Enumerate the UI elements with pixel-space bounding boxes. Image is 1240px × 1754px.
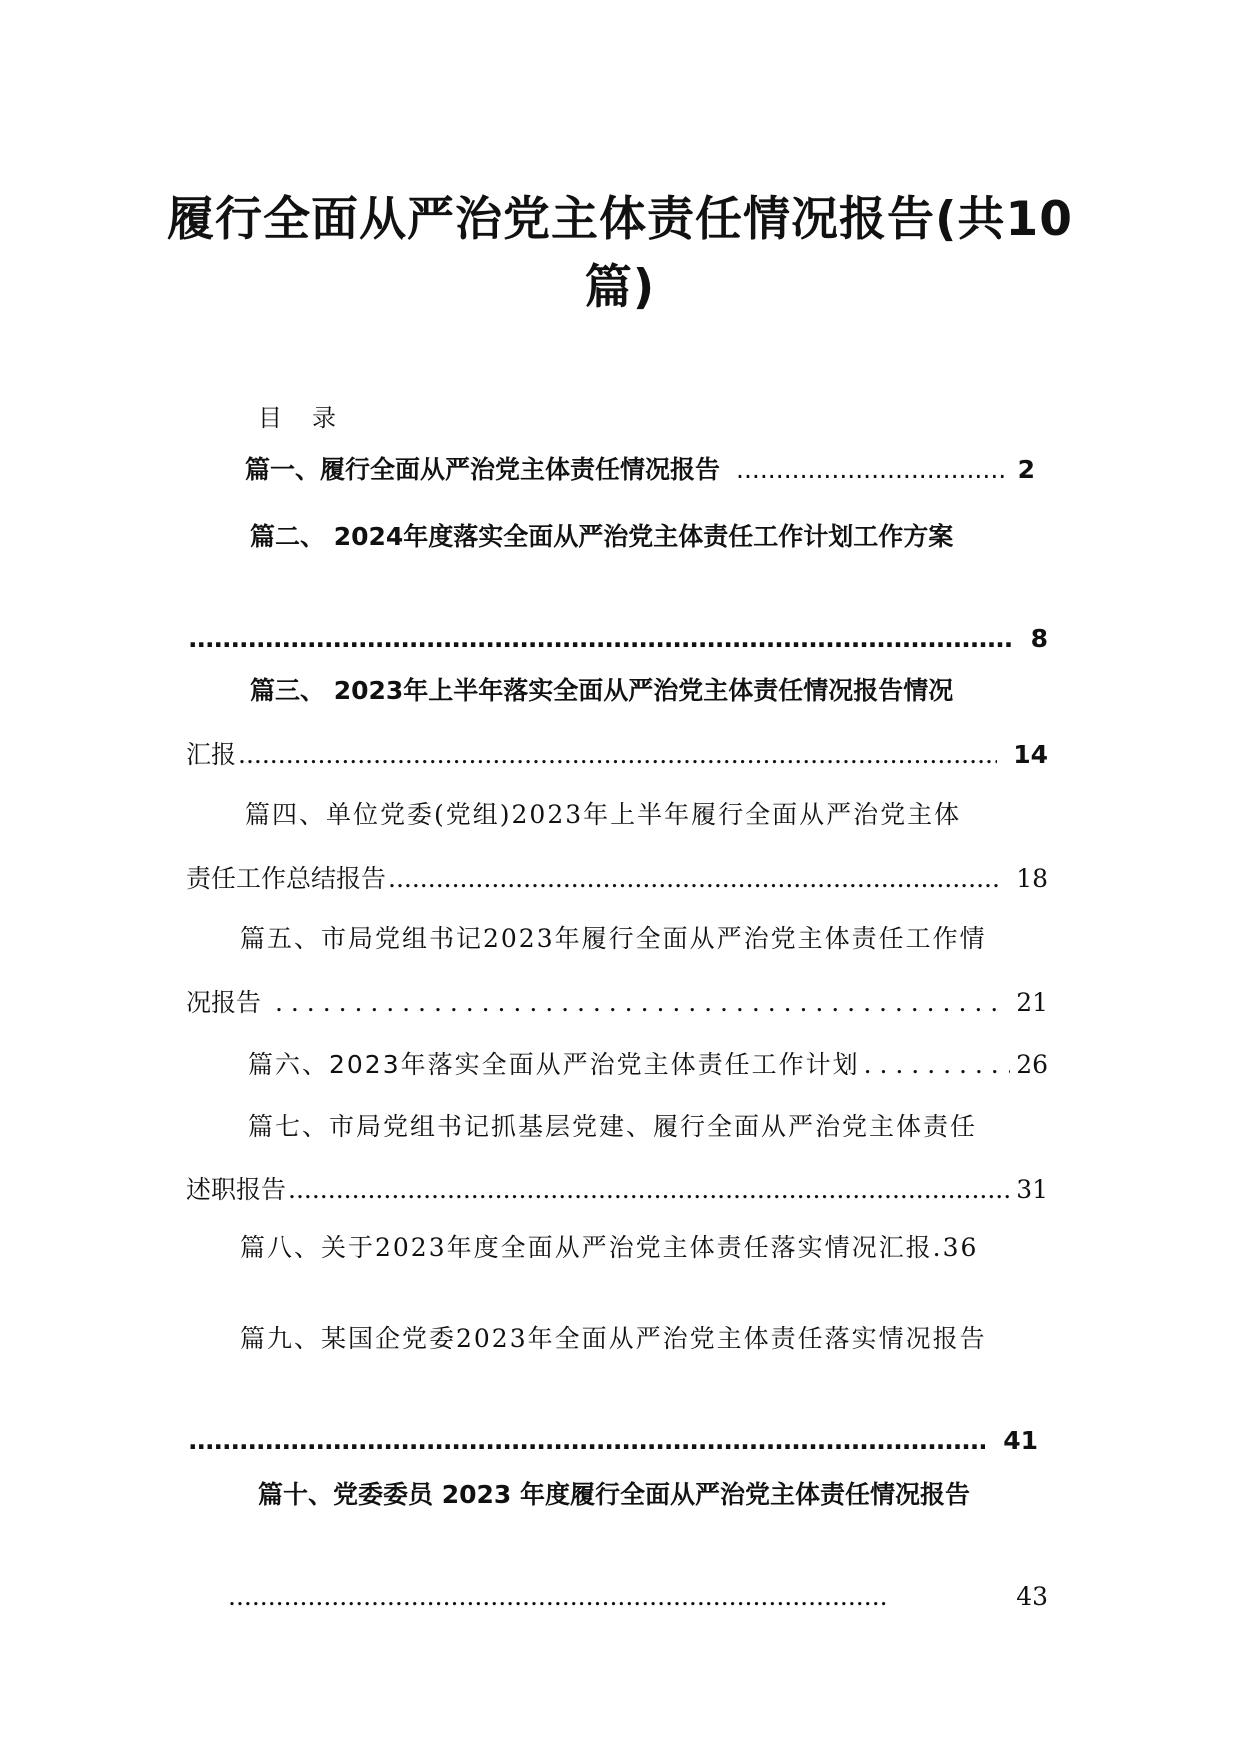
toc-entry-10-leader	[226, 1580, 1048, 1614]
toc-entry-3-title[interactable]: 篇三、 2023年上半年落实全面从严治党主体责任情况报告情况	[250, 676, 954, 705]
toc-entry-page: 26	[1016, 1050, 1048, 1079]
toc-entry-7-title[interactable]: 篇七、市局党组书记抓基层党建、履行全面从严治党主体责任	[248, 1112, 978, 1141]
toc-entry-9-leader	[186, 1424, 1038, 1458]
toc-leader-dots	[228, 1580, 888, 1614]
toc-entry-title-cont: 述职报告	[186, 1175, 287, 1204]
toc-entry-6[interactable]	[248, 1048, 1048, 1082]
toc-entry-7-line2	[186, 1173, 1048, 1207]
toc-entry-4-line2	[186, 862, 1048, 896]
toc-entry-page: 41	[1003, 1426, 1038, 1455]
toc-entry-title: 篇一、履行全面从严治党主体责任情况报告	[245, 455, 721, 484]
toc-entry-page: 36	[942, 1233, 979, 1262]
toc-entry-page: 43	[1016, 1582, 1048, 1611]
toc-entry-10-title[interactable]: 篇十、党委委员 2023 年度履行全面从严治党主体责任情况报告	[258, 1480, 970, 1509]
toc-entry-8[interactable]	[240, 1231, 1060, 1265]
toc-leader-dots	[275, 986, 1008, 1020]
toc-entry-title-cont: 汇报	[186, 740, 237, 769]
toc-entry-title: 篇六、2023年落实全面从严治党主体责任工作计划	[248, 1050, 860, 1079]
toc-leader-dots	[388, 862, 1000, 896]
toc-entry-page: 18	[1016, 864, 1048, 893]
toc-entry-page: 8	[1030, 624, 1048, 653]
toc-entry-2-title[interactable]: 篇二、 2024年度落实全面从严治党主体责任工作计划工作方案	[250, 522, 954, 551]
toc-entry-5-line2	[186, 986, 1048, 1020]
toc-leader-dots	[238, 738, 997, 772]
toc-entry-2-leader	[186, 622, 1048, 656]
toc-entry-title-cont: 况报告	[186, 988, 262, 1017]
toc-entry-4-title[interactable]: 篇四、单位党委(党组)2023年上半年履行全面从严治党主体	[245, 800, 962, 829]
toc-entry-title-cont: 责任工作总结报告	[186, 864, 387, 893]
toc-entry-page: 14	[1013, 740, 1048, 769]
toc-entry-3-line2	[186, 738, 1048, 772]
toc-leader-dots	[188, 1424, 985, 1458]
toc-entry-page: 31	[1016, 1175, 1048, 1204]
document-title-line1: 履行全面从严治党主体责任情况报告(共10	[167, 192, 1073, 247]
toc-leader-dots	[864, 1048, 1011, 1082]
toc-entry-page: 2	[1017, 455, 1035, 484]
toc-entry-1[interactable]	[245, 453, 1035, 487]
toc-heading: 目录	[258, 404, 366, 432]
toc-leader-dots	[188, 622, 1013, 656]
toc-entry-title: 篇八、关于2023年度全面从严治党主体责任落实情况汇报.	[240, 1233, 943, 1262]
toc-leader-dots	[736, 453, 1006, 487]
toc-entry-9-title[interactable]: 篇九、某国企党委2023年全面从严治党主体责任落实情况报告	[240, 1324, 987, 1353]
toc-leader-dots	[288, 1173, 1010, 1207]
toc-entry-page: 21	[1016, 988, 1048, 1017]
document-title-line2: 篇)	[584, 260, 656, 315]
toc-entry-5-title[interactable]: 篇五、市局党组书记2023年履行全面从严治党主体责任工作情	[240, 924, 987, 953]
